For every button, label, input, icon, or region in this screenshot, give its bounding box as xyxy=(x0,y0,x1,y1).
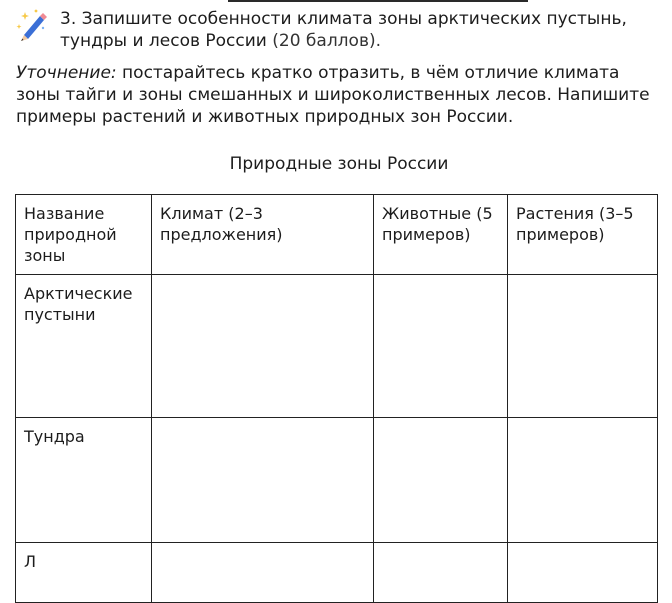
table-row xyxy=(16,418,658,543)
table-title: Природные зоны России xyxy=(229,154,449,174)
natural-zones-table xyxy=(15,194,658,603)
animals-cell[interactable] xyxy=(374,418,508,543)
animals-cell[interactable] xyxy=(374,543,508,603)
header-animals: Животные (5 примеров) xyxy=(374,195,508,275)
animals-cell[interactable] xyxy=(374,275,508,418)
note-text: постарайтесь кратко отразить, в чём отличие климата зоны тайги и зоны смешанных и широколиственных лесов. Напишите примеры растений и животных природных зон России. xyxy=(16,63,650,127)
header-plants: Растения (3–5 примеров) xyxy=(508,195,658,275)
task-heading xyxy=(16,8,666,52)
task-text: 3. Запишите особенности климата зоны арктических пустынь, тундры и лесов России xyxy=(60,9,627,51)
climate-cell[interactable] xyxy=(152,543,374,603)
header-zone-name: Название природной зоны xyxy=(16,195,152,275)
climate-cell[interactable] xyxy=(152,418,374,543)
clarification-note xyxy=(16,62,666,128)
pencil-sparkle-icon xyxy=(16,8,48,42)
top-divider xyxy=(228,0,528,2)
table-row xyxy=(16,275,658,418)
zone-name-cell: Тундра xyxy=(16,418,152,543)
task-text-block xyxy=(60,8,666,52)
plants-cell[interactable] xyxy=(508,275,658,418)
task-points: (20 баллов). xyxy=(272,31,382,51)
plants-cell[interactable] xyxy=(508,543,658,603)
header-climate: Климат (2–3 предложения) xyxy=(152,195,374,275)
zone-name-cell: Л xyxy=(16,543,152,603)
table-header-row xyxy=(16,195,658,275)
plants-cell[interactable] xyxy=(508,418,658,543)
note-label: Уточнение: xyxy=(16,63,117,83)
climate-cell[interactable] xyxy=(152,275,374,418)
table-row xyxy=(16,543,658,603)
zone-name-cell: Арктические пустыни xyxy=(16,275,152,418)
